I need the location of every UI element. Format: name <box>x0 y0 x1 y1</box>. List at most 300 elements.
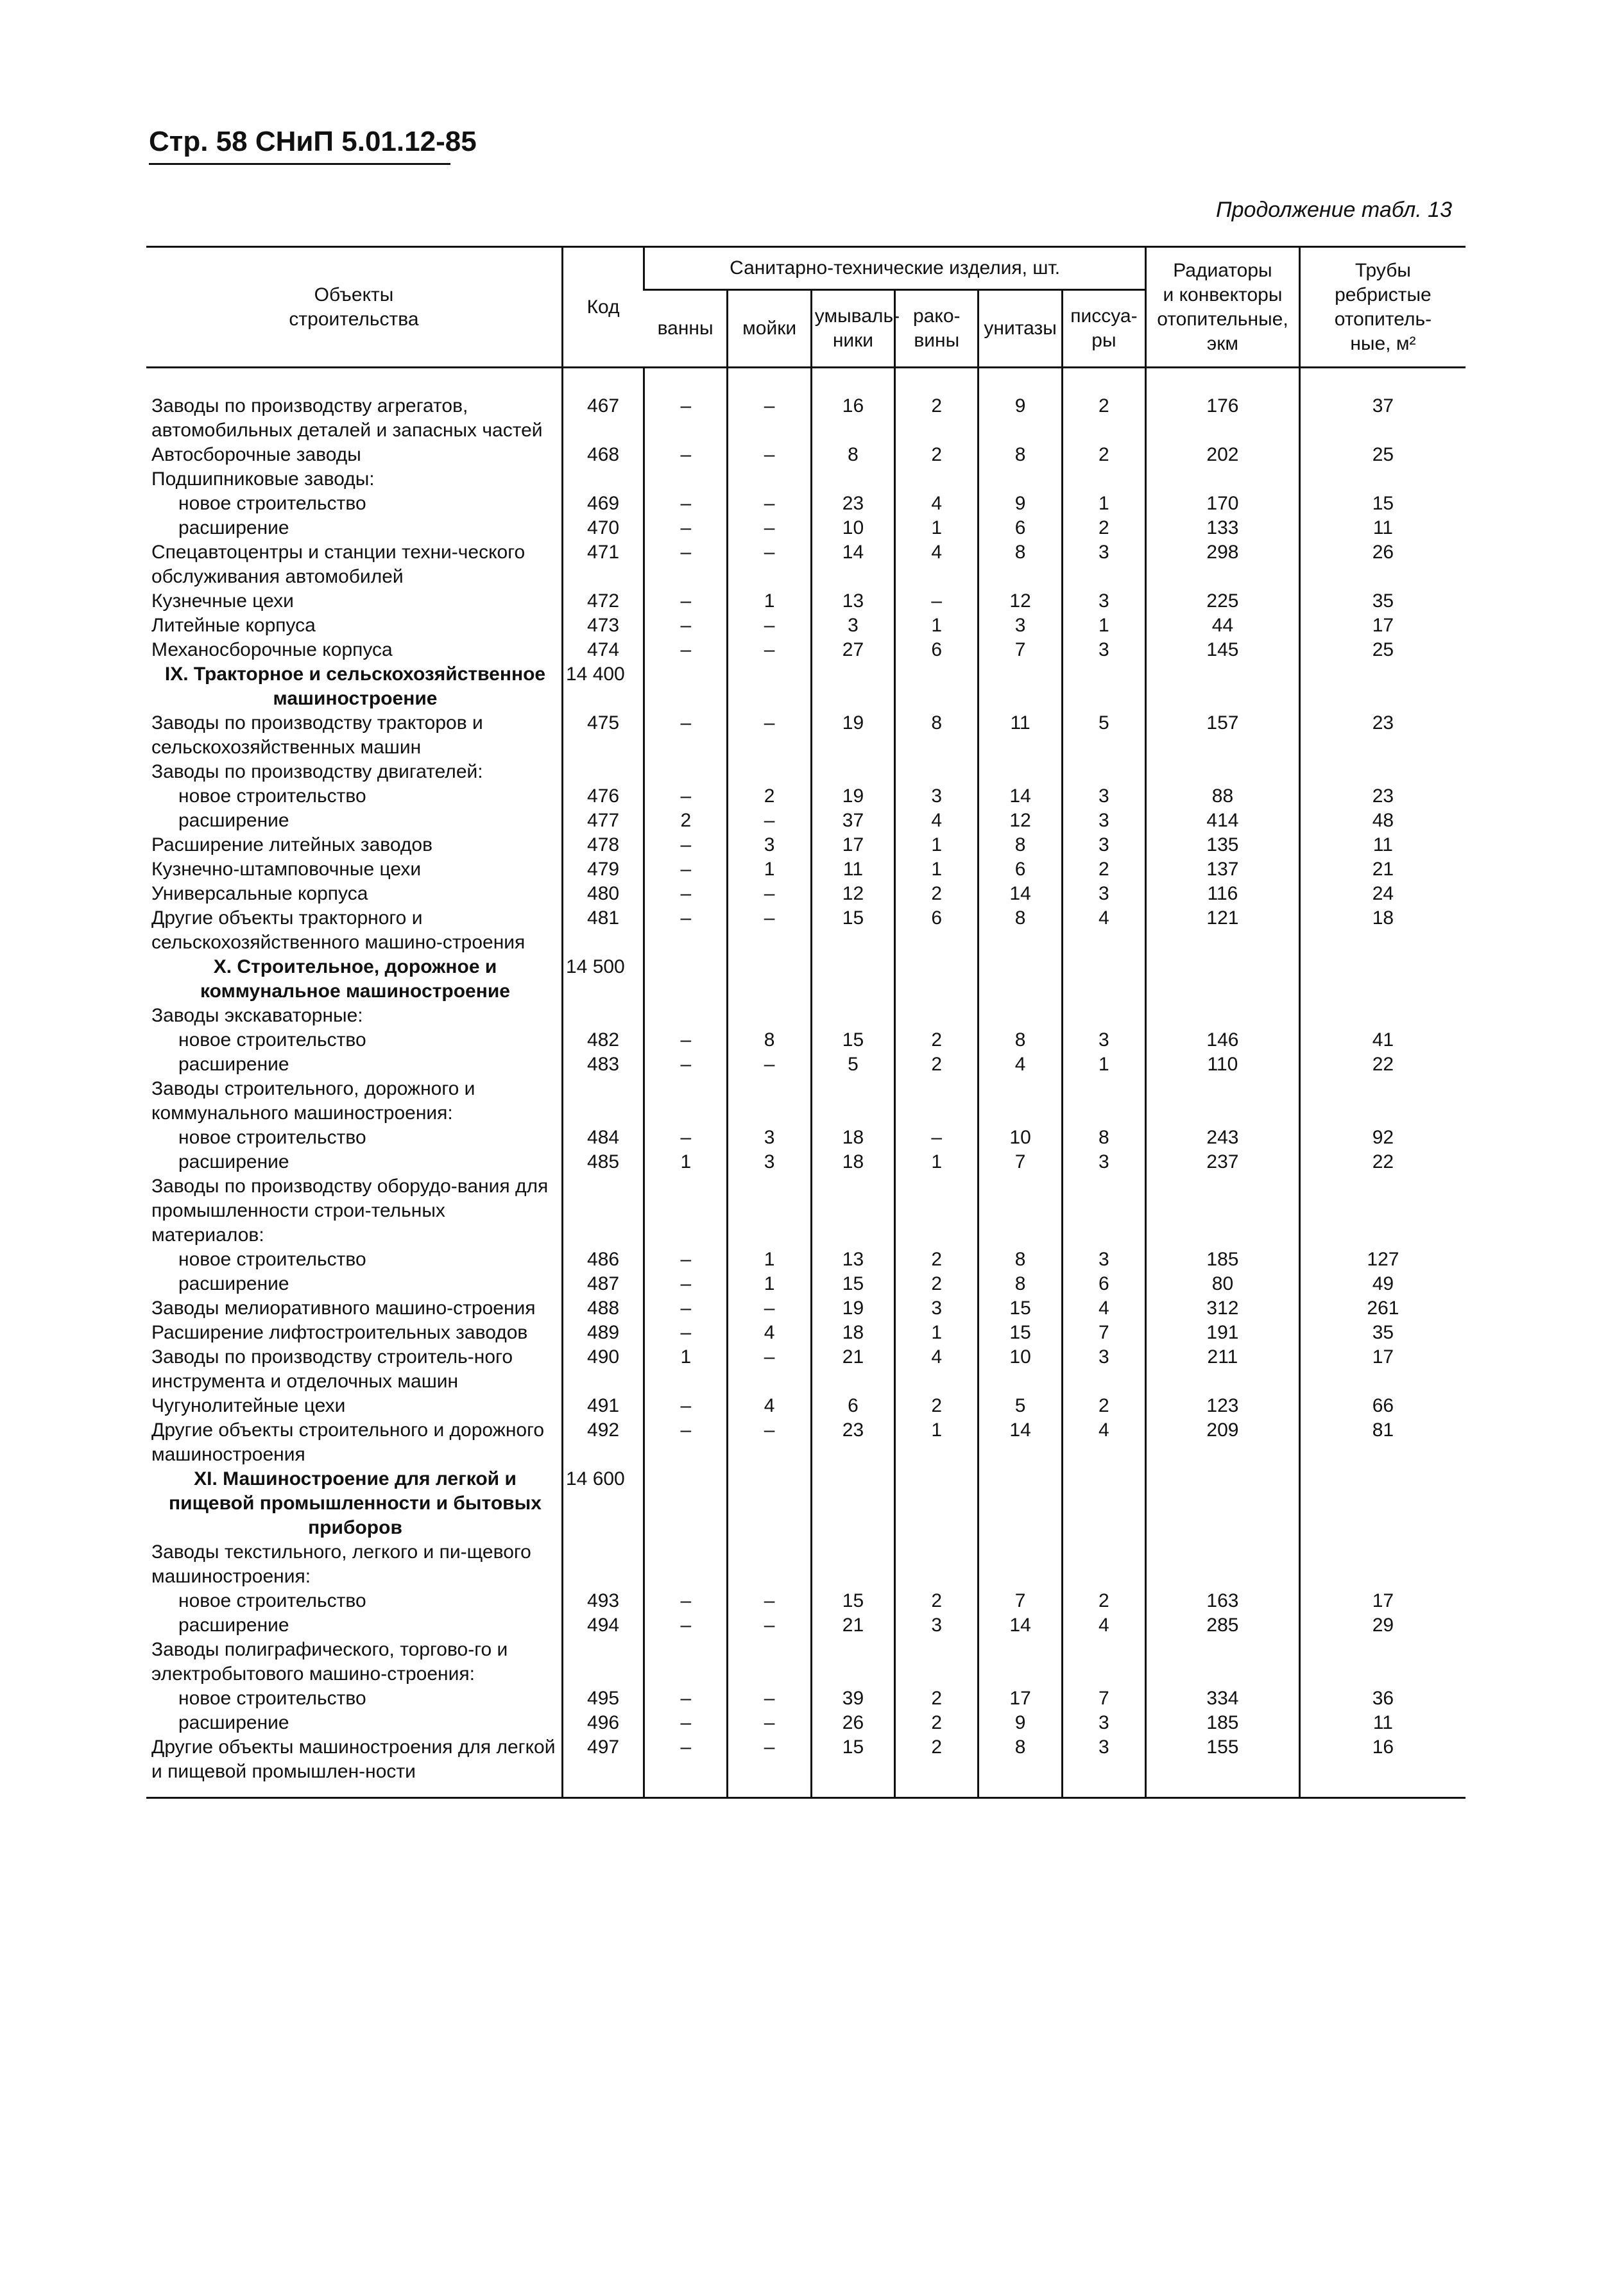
cell-washbasins: 12 <box>811 882 894 906</box>
cell-urinals: 3 <box>1062 809 1145 833</box>
table-row <box>146 540 1466 589</box>
cell-code: 494 <box>562 1613 644 1638</box>
table-row <box>146 1248 1466 1272</box>
cell-baths <box>644 662 728 711</box>
page-ref: Стр. 58 СНиП 5.01.12-85 <box>149 126 477 157</box>
cell-basins: 4 <box>895 809 979 833</box>
cell-pipes <box>1299 467 1466 492</box>
cell-urinals: 2 <box>1062 1589 1145 1613</box>
table-body <box>146 368 1466 1798</box>
cell-toilets: 8 <box>979 443 1062 467</box>
cell-sinks: – <box>728 1296 811 1321</box>
cell-toilets <box>979 662 1062 711</box>
cell-code: 497 <box>562 1735 644 1798</box>
cell-sinks: – <box>728 394 811 443</box>
cell-object-name: Другие объекты тракторного и сельскохозяйственного машино-строения <box>151 907 526 953</box>
cell-urinals: 7 <box>1062 1321 1145 1345</box>
cell-washbasins: 6 <box>811 1394 894 1418</box>
cell-washbasins: 21 <box>811 1613 894 1638</box>
cell-sinks: 3 <box>728 1150 811 1174</box>
cell-toilets <box>979 955 1062 1004</box>
cell-pipes: 127 <box>1299 1248 1466 1272</box>
cell-object-name: XI. Машиностроение для легкой и пищевой промышленности и бытовых приборов <box>169 1468 542 1538</box>
cell-urinals: 2 <box>1062 857 1145 882</box>
cell-urinals: 3 <box>1062 784 1145 809</box>
cell-code: 470 <box>562 516 644 540</box>
cell-pipes: 21 <box>1299 857 1466 882</box>
cell-sinks: 3 <box>728 833 811 857</box>
cell-sinks: 1 <box>728 1248 811 1272</box>
cell-toilets: 8 <box>979 1272 1062 1296</box>
cell-radiators: 88 <box>1146 784 1300 809</box>
cell-baths: – <box>644 1711 728 1735</box>
col-washbasins: умываль- ники <box>811 290 894 368</box>
cell-radiators: 145 <box>1146 638 1300 662</box>
cell-sinks: – <box>728 1686 811 1711</box>
cell-pipes: 29 <box>1299 1613 1466 1638</box>
cell-basins: 2 <box>895 1589 979 1613</box>
cell-sinks: – <box>728 1711 811 1735</box>
table-row <box>146 882 1466 906</box>
cell-code: 491 <box>562 1394 644 1418</box>
cell-basins: 1 <box>895 613 979 638</box>
cell-urinals: 4 <box>1062 1296 1145 1321</box>
cell-baths <box>644 1174 728 1248</box>
cell-baths: – <box>644 833 728 857</box>
cell-object-name: расширение <box>178 1054 289 1075</box>
cell-baths: – <box>644 540 728 589</box>
cell-code <box>562 1540 644 1589</box>
cell-basins <box>895 1638 979 1686</box>
cell-baths: – <box>644 1686 728 1711</box>
cell-toilets: 14 <box>979 1613 1062 1638</box>
cell-washbasins <box>811 1077 894 1126</box>
col-group-sanitary: Санитарно-технические изделия, шт. <box>644 247 1146 290</box>
cell-urinals <box>1062 760 1145 784</box>
cell-pipes: 17 <box>1299 613 1466 638</box>
cell-baths: – <box>644 1052 728 1077</box>
cell-baths <box>644 467 728 492</box>
cell-radiators <box>1146 955 1300 1004</box>
cell-washbasins: 18 <box>811 1126 894 1150</box>
cell-toilets: 6 <box>979 516 1062 540</box>
cell-radiators <box>1146 1077 1300 1126</box>
cell-basins <box>895 955 979 1004</box>
cell-urinals: 3 <box>1062 638 1145 662</box>
cell-code: 492 <box>562 1418 644 1467</box>
cell-washbasins: 23 <box>811 1418 894 1467</box>
cell-sinks: 3 <box>728 1126 811 1150</box>
cell-sinks: – <box>728 1613 811 1638</box>
cell-code: 475 <box>562 711 644 760</box>
cell-washbasins: 21 <box>811 1345 894 1394</box>
cell-basins: 6 <box>895 638 979 662</box>
cell-pipes: 16 <box>1299 1735 1466 1798</box>
cell-washbasins: 10 <box>811 516 894 540</box>
cell-radiators: 137 <box>1146 857 1300 882</box>
cell-sinks <box>728 955 811 1004</box>
cell-washbasins: 19 <box>811 1296 894 1321</box>
cell-baths: – <box>644 711 728 760</box>
cell-sinks: – <box>728 443 811 467</box>
cell-pipes <box>1299 1540 1466 1589</box>
cell-basins: 3 <box>895 1613 979 1638</box>
cell-basins: 3 <box>895 784 979 809</box>
cell-sinks: – <box>728 1735 811 1798</box>
cell-object-name: новое строительство <box>178 493 366 514</box>
col-radiators: Радиаторы и конвекторы отопительные, экм <box>1146 247 1300 368</box>
cell-code <box>562 467 644 492</box>
cell-radiators: 211 <box>1146 1345 1300 1394</box>
cell-washbasins: 23 <box>811 492 894 516</box>
cell-basins: 2 <box>895 1735 979 1798</box>
cell-pipes: 26 <box>1299 540 1466 589</box>
table-row <box>146 1613 1466 1638</box>
cell-object-name: расширение <box>178 1712 289 1733</box>
cell-radiators: 285 <box>1146 1613 1300 1638</box>
cell-object-name: Чугунолитейные цехи <box>151 1395 346 1416</box>
cell-object-name: Литейные корпуса <box>151 615 316 636</box>
cell-object-name: Автосборочные заводы <box>151 444 361 465</box>
cell-code: 481 <box>562 906 644 955</box>
cell-code: 490 <box>562 1345 644 1394</box>
cell-baths: – <box>644 882 728 906</box>
cell-sinks: – <box>728 1345 811 1394</box>
cell-baths: – <box>644 1418 728 1467</box>
cell-radiators: 44 <box>1146 613 1300 638</box>
cell-washbasins <box>811 662 894 711</box>
col-objects: Объекты строительства <box>146 247 562 368</box>
cell-baths: – <box>644 1126 728 1150</box>
cell-toilets: 9 <box>979 492 1062 516</box>
cell-code: 467 <box>562 394 644 443</box>
cell-baths: – <box>644 638 728 662</box>
table-row <box>146 833 1466 857</box>
cell-code <box>562 1004 644 1028</box>
cell-toilets: 12 <box>979 809 1062 833</box>
cell-radiators: 135 <box>1146 833 1300 857</box>
cell-basins: – <box>895 1126 979 1150</box>
cell-pipes: 18 <box>1299 906 1466 955</box>
cell-basins: 8 <box>895 711 979 760</box>
cell-radiators <box>1146 467 1300 492</box>
cell-basins <box>895 1467 979 1540</box>
cell-toilets: 8 <box>979 1028 1062 1052</box>
group-label-row <box>146 760 1466 784</box>
cell-pipes: 92 <box>1299 1126 1466 1150</box>
col-basins: рако- вины <box>895 290 979 368</box>
cell-washbasins <box>811 467 894 492</box>
cell-basins: – <box>895 589 979 613</box>
cell-object-name: Другие объекты машиностроения для легкой и пищевой промышлен-ности <box>146 1735 562 1798</box>
cell-toilets: 12 <box>979 589 1062 613</box>
cell-radiators: 225 <box>1146 589 1300 613</box>
cell-sinks: – <box>728 516 811 540</box>
cell-pipes <box>1299 1077 1466 1126</box>
cell-baths: – <box>644 516 728 540</box>
cell-code <box>562 1638 644 1686</box>
cell-sinks: 4 <box>728 1321 811 1345</box>
cell-toilets: 15 <box>979 1296 1062 1321</box>
cell-radiators: 185 <box>1146 1711 1300 1735</box>
cell-object-name: IX. Тракторное и сельскохозяйственное машиностроение <box>164 664 546 709</box>
table-row <box>146 1126 1466 1150</box>
cell-basins: 4 <box>895 1345 979 1394</box>
cell-code: 473 <box>562 613 644 638</box>
cell-sinks: 1 <box>728 1272 811 1296</box>
cell-urinals: 4 <box>1062 1613 1145 1638</box>
cell-urinals: 2 <box>1062 443 1145 467</box>
cell-baths <box>644 955 728 1004</box>
cell-code: 495 <box>562 1686 644 1711</box>
cell-code: 488 <box>562 1296 644 1321</box>
cell-object-name: новое строительство <box>178 1029 366 1051</box>
cell-radiators: 298 <box>1146 540 1300 589</box>
cell-radiators: 116 <box>1146 882 1300 906</box>
cell-radiators: 312 <box>1146 1296 1300 1321</box>
cell-sinks: – <box>728 1589 811 1613</box>
col-pipes: Трубы ребристые отопитель- ные, м² <box>1299 247 1466 368</box>
group-label-row <box>146 1077 1466 1126</box>
cell-washbasins: 27 <box>811 638 894 662</box>
cell-pipes <box>1299 955 1466 1004</box>
table-row <box>146 1296 1466 1321</box>
cell-sinks: – <box>728 1418 811 1467</box>
cell-baths: 1 <box>644 1345 728 1394</box>
cell-object-name: Заводы по производству двигателей: <box>151 761 483 782</box>
cell-object-name: Заводы мелиоративного машино-строения <box>151 1298 536 1319</box>
cell-baths: – <box>644 784 728 809</box>
cell-object-name: Заводы по производству строитель-ного инструмента и отделочных машин <box>151 1346 513 1392</box>
cell-baths: – <box>644 1248 728 1272</box>
cell-pipes: 23 <box>1299 784 1466 809</box>
cell-object-name: новое строительство <box>178 785 366 807</box>
cell-object-name: расширение <box>178 810 289 831</box>
cell-baths <box>644 1540 728 1589</box>
cell-washbasins <box>811 1467 894 1540</box>
cell-baths: – <box>644 1296 728 1321</box>
cell-pipes: 81 <box>1299 1418 1466 1467</box>
cell-sinks: – <box>728 882 811 906</box>
cell-object-name: X. Строительное, дорожное и коммунальное машиностроение <box>200 956 510 1002</box>
cell-pipes: 66 <box>1299 1394 1466 1418</box>
cell-baths: – <box>644 1028 728 1052</box>
cell-baths: – <box>644 1321 728 1345</box>
cell-basins: 2 <box>895 1248 979 1272</box>
table-row <box>146 1686 1466 1711</box>
cell-washbasins: 18 <box>811 1321 894 1345</box>
cell-toilets: 3 <box>979 613 1062 638</box>
cell-baths: – <box>644 1394 728 1418</box>
cell-object-name: Расширение литейных заводов <box>151 834 433 855</box>
cell-urinals: 5 <box>1062 711 1145 760</box>
cell-basins: 1 <box>895 1150 979 1174</box>
cell-toilets: 9 <box>979 394 1062 443</box>
cell-basins <box>895 1174 979 1248</box>
cell-object-name: Заводы строительного, дорожного и коммунального машиностроения: <box>151 1078 475 1124</box>
cell-sinks: 1 <box>728 857 811 882</box>
cell-basins <box>895 662 979 711</box>
cell-urinals: 3 <box>1062 1150 1145 1174</box>
cell-sinks: – <box>728 540 811 589</box>
cell-radiators <box>1146 1174 1300 1248</box>
cell-radiators: 209 <box>1146 1418 1300 1467</box>
cell-basins: 2 <box>895 1711 979 1735</box>
cell-object-name: новое строительство <box>178 1127 366 1148</box>
cell-basins: 1 <box>895 516 979 540</box>
cell-toilets <box>979 1004 1062 1028</box>
cell-sinks <box>728 1540 811 1589</box>
col-sinks: мойки <box>728 290 811 368</box>
col-toilets: унитазы <box>979 290 1062 368</box>
cell-washbasins: 15 <box>811 1028 894 1052</box>
group-label-row <box>146 467 1466 492</box>
cell-basins: 2 <box>895 394 979 443</box>
table-row <box>146 1418 1466 1467</box>
cell-baths: – <box>644 906 728 955</box>
cell-baths: – <box>644 1272 728 1296</box>
cell-urinals: 3 <box>1062 1028 1145 1052</box>
cell-washbasins: 13 <box>811 1248 894 1272</box>
sanitary-equipment-table <box>146 246 1466 1799</box>
cell-code: 14 400 <box>562 662 644 711</box>
cell-object-name: Другие объекты строительного и дорожного машиностроения <box>151 1420 545 1465</box>
cell-code: 471 <box>562 540 644 589</box>
cell-sinks <box>728 1174 811 1248</box>
cell-baths: – <box>644 589 728 613</box>
cell-pipes: 17 <box>1299 1345 1466 1394</box>
cell-basins: 2 <box>895 1686 979 1711</box>
cell-urinals: 3 <box>1062 1711 1145 1735</box>
cell-radiators <box>1146 1638 1300 1686</box>
cell-baths: – <box>644 857 728 882</box>
cell-radiators <box>1146 760 1300 784</box>
cell-code: 469 <box>562 492 644 516</box>
cell-urinals: 1 <box>1062 613 1145 638</box>
cell-pipes <box>1299 1467 1466 1540</box>
cell-pipes: 261 <box>1299 1296 1466 1321</box>
table-row <box>146 784 1466 809</box>
cell-radiators: 334 <box>1146 1686 1300 1711</box>
cell-sinks: 2 <box>728 784 811 809</box>
table-row <box>146 1150 1466 1174</box>
cell-basins: 2 <box>895 1272 979 1296</box>
cell-radiators: 243 <box>1146 1126 1300 1150</box>
cell-object-name: Заводы по производству тракторов и сельскохозяйственных машин <box>151 712 483 758</box>
cell-baths <box>644 1638 728 1686</box>
cell-washbasins: 19 <box>811 784 894 809</box>
col-urinals: писсуа- ры <box>1062 290 1145 368</box>
cell-radiators: 170 <box>1146 492 1300 516</box>
cell-pipes: 48 <box>1299 809 1466 833</box>
cell-basins: 3 <box>895 1296 979 1321</box>
cell-radiators: 110 <box>1146 1052 1300 1077</box>
cell-sinks: – <box>728 809 811 833</box>
cell-pipes: 49 <box>1299 1272 1466 1296</box>
table-row <box>146 1394 1466 1418</box>
cell-toilets: 10 <box>979 1126 1062 1150</box>
cell-code: 14 500 <box>562 955 644 1004</box>
cell-pipes: 11 <box>1299 833 1466 857</box>
cell-urinals: 2 <box>1062 1394 1145 1418</box>
cell-washbasins: 15 <box>811 1272 894 1296</box>
section-row <box>146 1467 1466 1540</box>
cell-sinks: – <box>728 613 811 638</box>
cell-pipes <box>1299 662 1466 711</box>
cell-pipes: 11 <box>1299 516 1466 540</box>
cell-toilets: 7 <box>979 638 1062 662</box>
cell-basins: 2 <box>895 882 979 906</box>
cell-radiators: 191 <box>1146 1321 1300 1345</box>
cell-urinals <box>1062 1077 1145 1126</box>
cell-pipes: 35 <box>1299 589 1466 613</box>
cell-urinals: 3 <box>1062 540 1145 589</box>
cell-baths: 1 <box>644 1150 728 1174</box>
table-continuation-note: Продолжение табл. 13 <box>1216 198 1452 222</box>
cell-urinals: 7 <box>1062 1686 1145 1711</box>
cell-radiators: 146 <box>1146 1028 1300 1052</box>
cell-basins <box>895 1077 979 1126</box>
cell-code: 496 <box>562 1711 644 1735</box>
cell-urinals: 2 <box>1062 516 1145 540</box>
table-row <box>146 613 1466 638</box>
cell-washbasins: 8 <box>811 443 894 467</box>
cell-urinals: 1 <box>1062 1052 1145 1077</box>
cell-washbasins: 39 <box>811 1686 894 1711</box>
cell-code: 486 <box>562 1248 644 1272</box>
cell-pipes: 23 <box>1299 711 1466 760</box>
cell-basins <box>895 467 979 492</box>
cell-sinks <box>728 662 811 711</box>
cell-pipes: 17 <box>1299 1589 1466 1613</box>
cell-sinks <box>728 467 811 492</box>
table-row <box>146 711 1466 760</box>
cell-washbasins: 16 <box>811 394 894 443</box>
table-row <box>146 1321 1466 1345</box>
cell-object-name: новое строительство <box>178 1688 366 1709</box>
group-label-row <box>146 1638 1466 1686</box>
cell-toilets: 10 <box>979 1345 1062 1394</box>
cell-object-name: расширение <box>178 1273 289 1294</box>
cell-baths: – <box>644 1613 728 1638</box>
cell-toilets: 8 <box>979 906 1062 955</box>
cell-radiators: 157 <box>1146 711 1300 760</box>
cell-object-name: Кузнечно-штамповочные цехи <box>151 859 422 880</box>
table-row <box>146 1589 1466 1613</box>
cell-washbasins <box>811 955 894 1004</box>
cell-radiators: 176 <box>1146 394 1300 443</box>
cell-sinks: 8 <box>728 1028 811 1052</box>
cell-basins: 2 <box>895 443 979 467</box>
cell-toilets: 6 <box>979 857 1062 882</box>
cell-object-name: новое строительство <box>178 1590 366 1611</box>
cell-urinals: 3 <box>1062 1735 1145 1798</box>
cell-basins: 1 <box>895 857 979 882</box>
cell-toilets <box>979 1540 1062 1589</box>
cell-washbasins: 15 <box>811 1589 894 1613</box>
cell-code: 480 <box>562 882 644 906</box>
cell-code: 489 <box>562 1321 644 1345</box>
cell-toilets: 14 <box>979 1418 1062 1467</box>
cell-object-name: Заводы текстильного, легкого и пи-щевого машиностроения: <box>151 1541 531 1587</box>
cell-pipes: 25 <box>1299 638 1466 662</box>
cell-radiators: 80 <box>1146 1272 1300 1296</box>
cell-radiators: 123 <box>1146 1394 1300 1418</box>
cell-toilets: 14 <box>979 784 1062 809</box>
cell-object-name: расширение <box>178 1151 289 1172</box>
cell-code: 474 <box>562 638 644 662</box>
cell-toilets: 14 <box>979 882 1062 906</box>
